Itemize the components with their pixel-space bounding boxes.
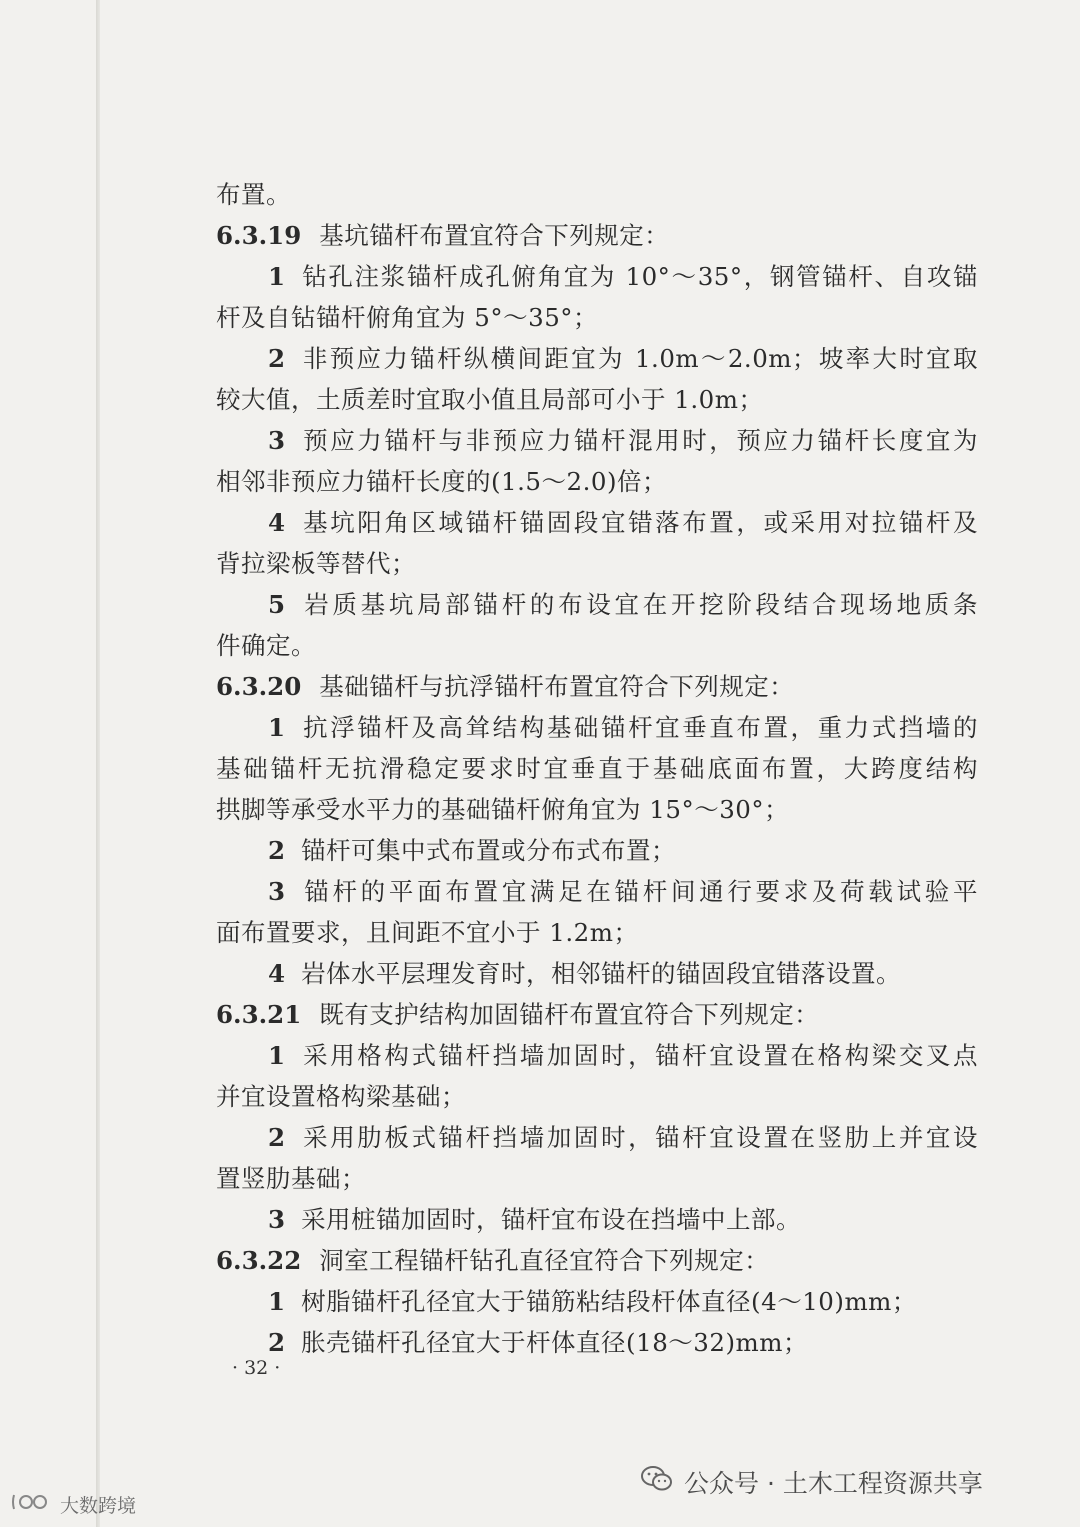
- text-line: 件确定。: [216, 631, 316, 660]
- list-item: 2 锚杆可集中式布置或分布式布置；: [268, 836, 677, 865]
- watermark: [640, 1462, 983, 1502]
- section-heading: 6.3.22 洞室工程锚杆钻孔直径宜符合下列规定：: [216, 1246, 770, 1275]
- page-number: · 32 ·: [232, 1357, 281, 1379]
- brand-logo-icon: [10, 1491, 60, 1518]
- text-line: 相邻非预应力锚杆长度的(1.5～2.0)倍；: [216, 467, 668, 496]
- section-heading: 6.3.19 基坑锚杆布置宜符合下列规定：: [216, 221, 670, 250]
- text-line: 基础锚杆无抗滑稳定要求时宜垂直于基础底面布置，大跨度结构: [216, 754, 978, 783]
- watermark-text: 公众号 · 土木工程资源共享: [684, 1469, 983, 1498]
- section-heading: 6.3.21 既有支护结构加固锚杆布置宜符合下列规定：: [216, 1000, 820, 1029]
- brand-watermark: [10, 1488, 136, 1520]
- binding-shadow: [96, 0, 100, 1527]
- list-item: 4 岩体水平层理发育时，相邻锚杆的锚固段宜错落设置。: [268, 959, 902, 988]
- list-item: 1 树脂锚杆孔径宜大于锚筋粘结段杆体直径(4～10)mm；: [268, 1287, 917, 1316]
- list-item: 2 非预应力锚杆纵横间距宜为 1.0m～2.0m；坡率大时宜取: [268, 344, 978, 373]
- text-line: 杆及自钻锚杆俯角宜为 5°～35°；: [216, 303, 599, 332]
- list-item: 5 岩质基坑局部锚杆的布设宜在开挖阶段结合现场地质条: [268, 590, 978, 619]
- text-line: 置竖肋基础；: [216, 1164, 366, 1193]
- wechat-icon: [640, 1464, 684, 1500]
- list-item: 1 抗浮锚杆及高耸结构基础锚杆宜垂直布置，重力式挡墙的: [268, 713, 978, 742]
- brand-watermark-text: 大数跨境: [60, 1494, 137, 1517]
- list-item: 1 钻孔注浆锚杆成孔俯角宜为 10°～35°，钢管锚杆、自攻锚: [268, 262, 978, 291]
- list-item: 1 采用格构式锚杆挡墙加固时，锚杆宜设置在格构梁交叉点: [268, 1041, 978, 1070]
- list-item: 3 采用桩锚加固时，锚杆宜布设在挡墙中上部。: [268, 1205, 802, 1234]
- text-line: 拱脚等承受水平力的基础锚杆俯角宜为 15°～30°；: [216, 795, 790, 824]
- list-item: 4 基坑阳角区域锚杆锚固段宜错落布置，或采用对拉锚杆及: [268, 508, 978, 537]
- list-item: 3 预应力锚杆与非预应力锚杆混用时，预应力锚杆长度宜为: [268, 426, 978, 455]
- text-line: 背拉梁板等替代；: [216, 549, 416, 578]
- list-item: 2 胀壳锚杆孔径宜大于杆体直径(18～32)mm；: [268, 1328, 808, 1357]
- list-item: 2 采用肋板式锚杆挡墙加固时，锚杆宜设置在竖肋上并宜设: [268, 1123, 978, 1152]
- list-item: 3 锚杆的平面布置宜满足在锚杆间通行要求及荷载试验平: [268, 877, 978, 906]
- text-line: 较大值，土质差时宜取小值且局部可小于 1.0m；: [216, 385, 764, 414]
- text-line: 布置。: [216, 180, 291, 209]
- section-heading: 6.3.20 基础锚杆与抗浮锚杆布置宜符合下列规定：: [216, 672, 795, 701]
- text-line: 面布置要求，且间距不宜小于 1.2m；: [216, 918, 639, 947]
- text-line: 并宜设置格构梁基础；: [216, 1082, 466, 1111]
